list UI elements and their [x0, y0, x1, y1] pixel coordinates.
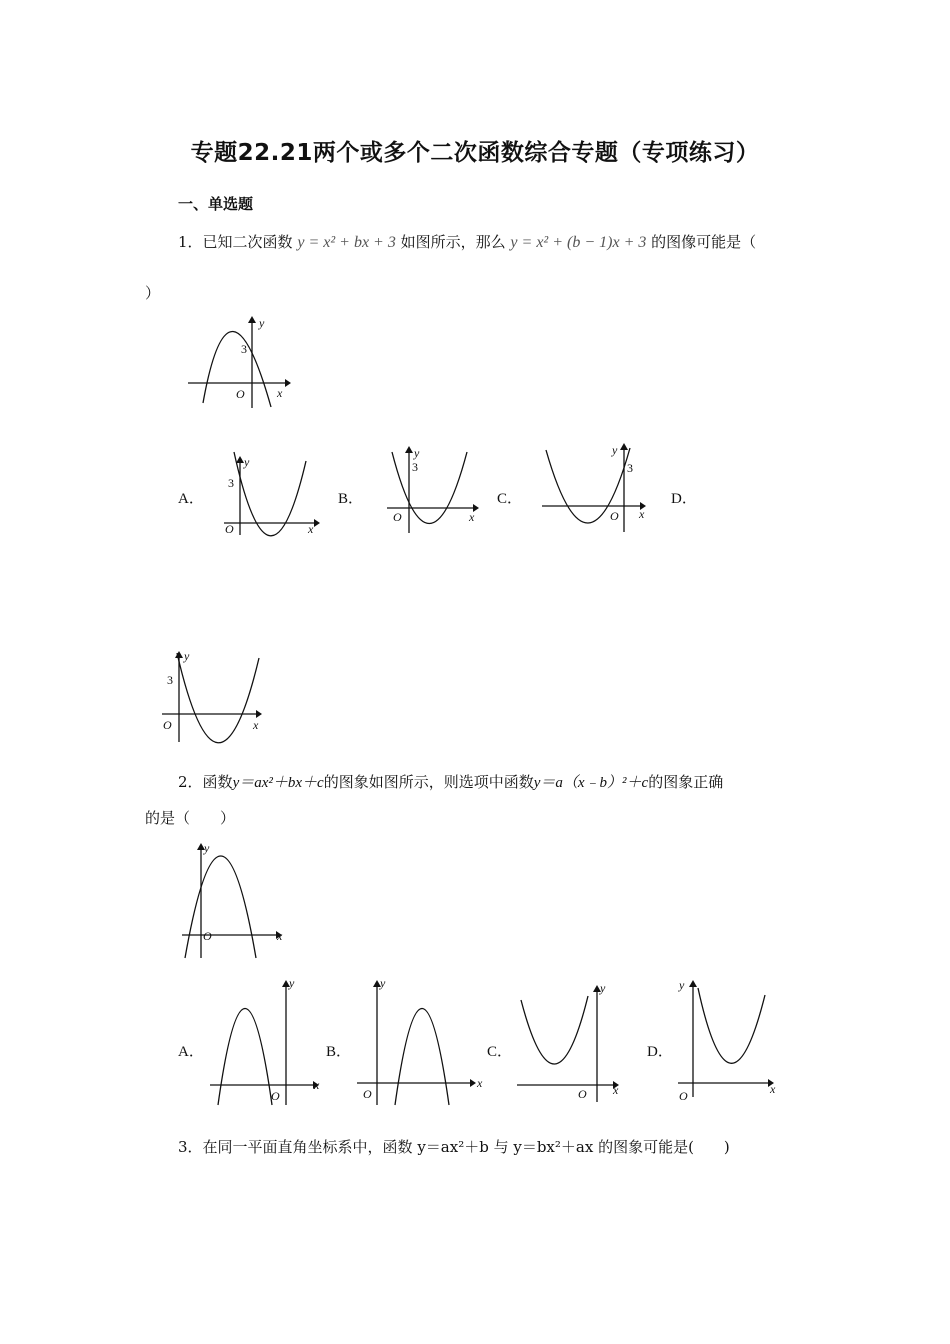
- q1-b-origin-label: O: [393, 510, 402, 524]
- q1-b-x-label: x: [469, 510, 475, 524]
- q1-d-x-label: x: [253, 718, 259, 732]
- q2-a-x-label: x: [314, 1078, 320, 1092]
- q1-a-three-label: 3: [228, 476, 234, 490]
- q2-a-origin-label: O: [271, 1089, 280, 1103]
- q2-option-a-label[interactable]: A．: [178, 1044, 204, 1060]
- q1-a-origin-label: O: [225, 522, 234, 536]
- q1-a-x-label: x: [308, 522, 314, 536]
- q2-c-y-label: y: [600, 981, 606, 995]
- q2-main-x-label: x: [277, 929, 283, 943]
- q1-option-d-label[interactable]: D．: [671, 491, 697, 507]
- q1-option-b-label[interactable]: B．: [338, 491, 364, 507]
- q2-formula-2: y＝a（x﹣b）²＋c: [533, 775, 649, 791]
- q1-text-pre: 已知二次函数: [202, 233, 293, 251]
- q2-c-x-label: x: [613, 1083, 619, 1097]
- q1-c-three-label: 3: [627, 461, 633, 475]
- q1-main-x-label: x: [277, 386, 283, 400]
- q2-main-graph: [180, 840, 295, 960]
- question-2-line1: [178, 771, 723, 794]
- q1-text-post: 的图像可能是（: [651, 233, 757, 251]
- q2-formula-1: y＝ax²＋bx＋c: [232, 775, 324, 791]
- q2-option-b-graph[interactable]: [355, 975, 490, 1110]
- q2-option-a-graph[interactable]: [208, 975, 326, 1110]
- q1-main-y-label: y: [259, 316, 265, 330]
- q1-option-a-graph[interactable]: [222, 455, 322, 535]
- question-3-line1: [178, 1136, 730, 1158]
- q2-d-y-label: y: [679, 978, 685, 992]
- q1-b-y-label: y: [414, 446, 420, 460]
- q1-option-a-label[interactable]: A．: [178, 491, 204, 507]
- q2-d-origin-label: O: [679, 1089, 688, 1103]
- q1-d-three-label: 3: [167, 673, 173, 687]
- q2-a-y-label: y: [289, 976, 295, 990]
- q3-text: 在同一平面直角坐标系中，函数 y＝ax²＋b 与 y＝bx²＋ax 的图象可能是( ): [202, 1138, 730, 1156]
- q2-text-3: 的图象正确: [648, 773, 724, 791]
- q2-number: 2．: [178, 773, 203, 791]
- q1-option-d-graph[interactable]: [160, 650, 270, 745]
- q2-option-d-label[interactable]: D．: [647, 1044, 673, 1060]
- q2-main-origin-label: O: [203, 929, 212, 943]
- q1-c-x-label: x: [639, 507, 645, 521]
- q1-c-origin-label: O: [610, 509, 619, 523]
- q2-option-c-graph[interactable]: [515, 980, 630, 1105]
- q2-text-1: 函数: [202, 773, 233, 791]
- q1-number: 1．: [178, 233, 203, 251]
- q1-option-c-graph[interactable]: [540, 442, 655, 532]
- q1-main-graph: [185, 315, 295, 405]
- q3-number: 3．: [178, 1138, 203, 1156]
- q2-d-x-label: x: [770, 1082, 776, 1096]
- q1-a-y-label: y: [244, 455, 250, 469]
- q2-c-origin-label: O: [578, 1087, 587, 1101]
- q2-b-y-label: y: [380, 976, 386, 990]
- q2-option-b-label[interactable]: B．: [326, 1044, 352, 1060]
- section-heading: 一、单选题: [178, 195, 254, 213]
- q2-b-origin-label: O: [363, 1087, 372, 1101]
- q1-option-c-label[interactable]: C．: [497, 491, 523, 507]
- q1-c-y-label: y: [612, 443, 618, 457]
- q2-option-c-label[interactable]: C．: [487, 1044, 513, 1060]
- q1-formula-1: y = x² + bx + 3: [297, 234, 396, 251]
- q1-b-three-label: 3: [412, 460, 418, 474]
- q1-formula-2: y = x² + (b − 1)x + 3: [510, 234, 647, 251]
- q1-text-mid: 如图所示，那么: [400, 233, 506, 251]
- q2-b-x-label: x: [477, 1076, 483, 1090]
- q2-main-y-label: y: [204, 841, 210, 855]
- q1-main-origin-label: O: [236, 387, 245, 401]
- q2-text-2: 的图象如图所示，则选项中函数: [323, 773, 534, 791]
- q1-close-paren: ）: [145, 284, 161, 302]
- page-title: 专题22.21两个或多个二次函数综合专题（专项练习）: [190, 140, 760, 166]
- q1-d-origin-label: O: [163, 718, 172, 732]
- q1-d-y-label: y: [184, 649, 190, 663]
- q1-main-three-label: 3: [241, 342, 247, 356]
- q2-option-d-graph[interactable]: [676, 975, 786, 1105]
- q1-option-b-graph[interactable]: [385, 445, 485, 535]
- question-2-line2: 的是（ ）: [145, 809, 236, 827]
- question-1-line1: [178, 231, 756, 254]
